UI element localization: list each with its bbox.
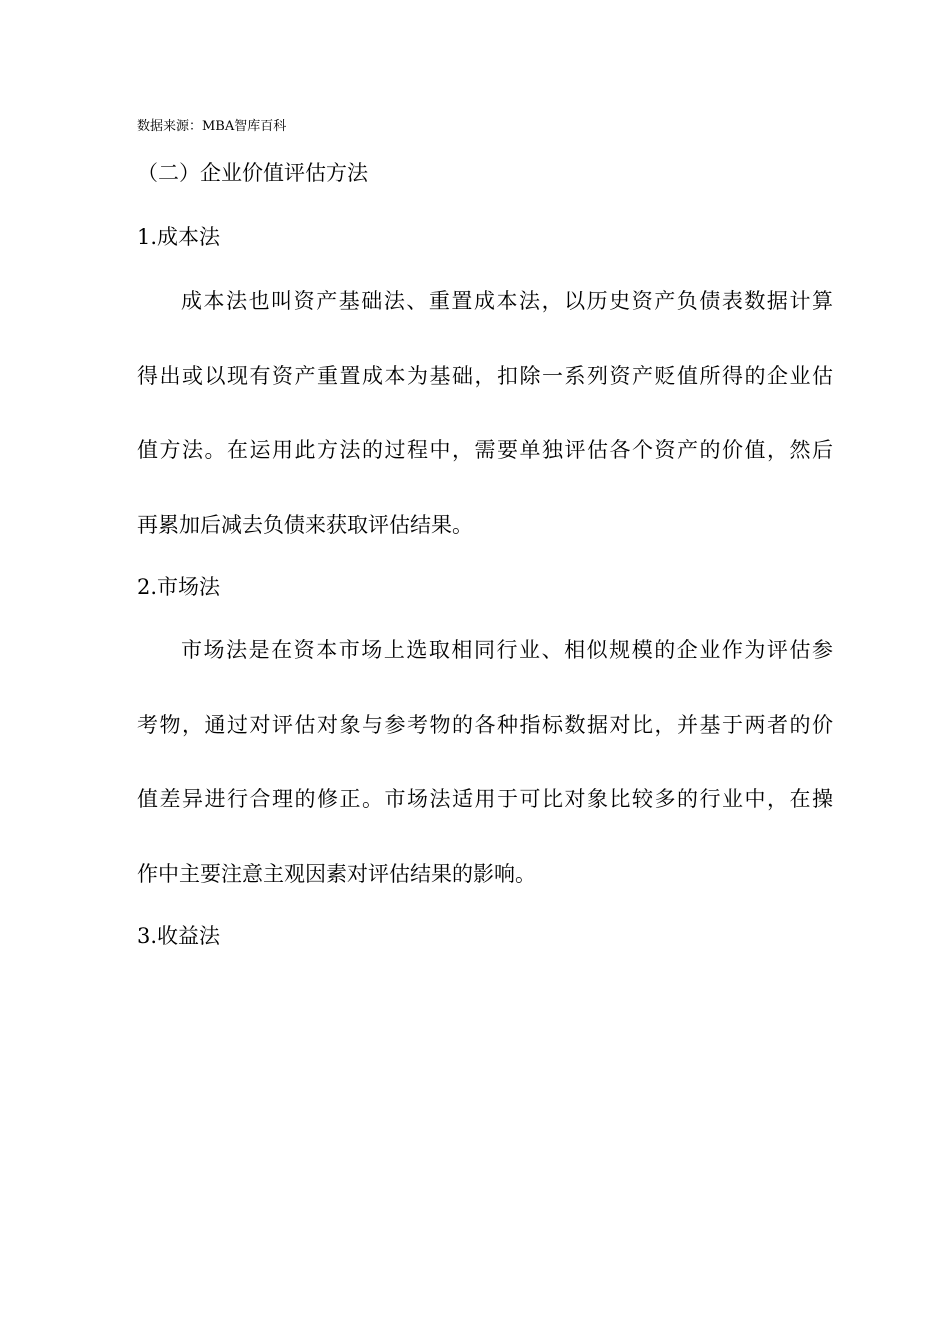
- method-heading-cost: 1.成本法: [137, 225, 221, 249]
- market-method-paragraph-line: 值差异进行合理的修正。市场法适用于可比对象比较多的行业中，在操: [137, 787, 833, 811]
- cost-method-paragraph-line: 值方法。在运用此方法的过程中，需要单独评估各个资产的价值，然后: [137, 438, 833, 462]
- method-heading-income: 3.收益法: [137, 924, 221, 948]
- market-method-paragraph-line: 市场法是在资本市场上选取相同行业、相似规模的企业作为评估参: [181, 638, 833, 662]
- cost-method-paragraph-line: 得出或以现有资产重置成本为基础，扣除一系列资产贬值所得的企业估: [137, 364, 833, 388]
- cost-method-paragraph-line: 成本法也叫资产基础法、重置成本法，以历史资产负债表数据计算: [181, 289, 833, 313]
- market-method-paragraph-line: 考物，通过对评估对象与参考物的各种指标数据对比，并基于两者的价: [137, 713, 833, 737]
- method-heading-market: 2.市场法: [137, 575, 221, 599]
- section-title: （二）企业价值评估方法: [137, 161, 368, 185]
- source-note: 数据来源：MBA智库百科: [137, 119, 287, 134]
- market-method-paragraph-line: 作中主要注意主观因素对评估结果的影响。: [137, 862, 536, 886]
- cost-method-paragraph-line: 再累加后减去负债来获取评估结果。: [137, 513, 473, 537]
